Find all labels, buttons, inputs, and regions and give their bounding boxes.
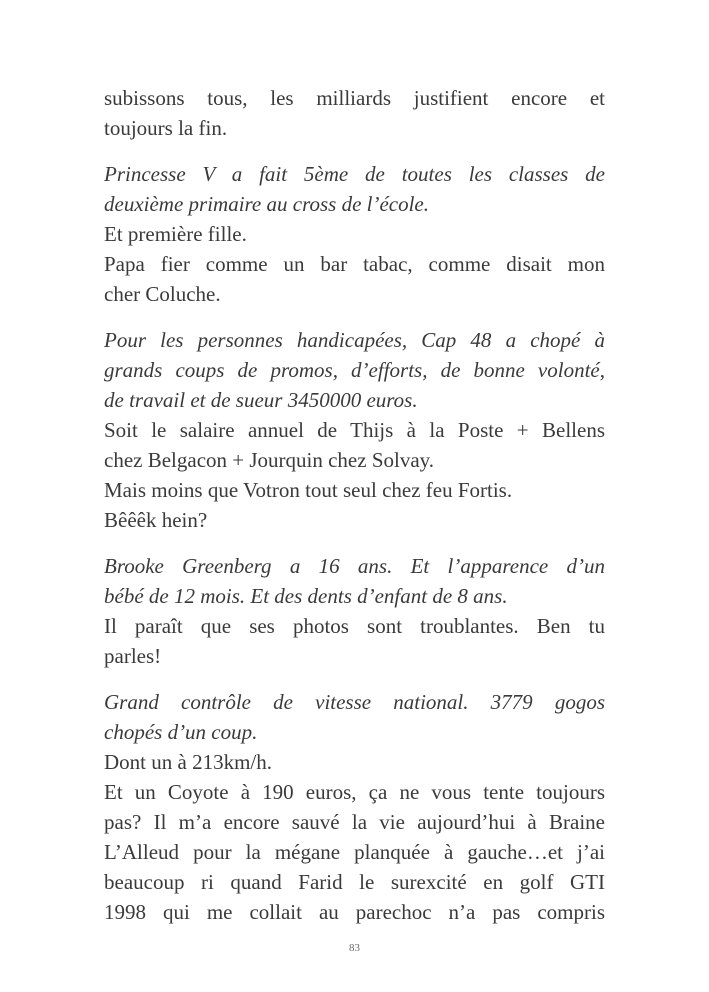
text-line: Soit le salaire annuel de Thijs à la Poste + Bellens bbox=[104, 418, 605, 442]
text-line: cher Coluche. bbox=[104, 282, 221, 306]
italic-text-line: bébé de 12 mois. Et des dents d’enfant de 8 ans. bbox=[104, 584, 508, 608]
text-line: L’Alleud pour la mégane planquée à gauche…et j’ai bbox=[104, 840, 605, 864]
paragraph-2 bbox=[104, 159, 605, 309]
paragraph-4 bbox=[104, 551, 605, 671]
text-line: Bêêêk hein? bbox=[104, 508, 208, 532]
italic-text-line: grands coups de promos, d’efforts, de bonne volonté, bbox=[104, 358, 605, 382]
text-line: beaucoup ri quand Farid le surexcité en golf GTI bbox=[104, 870, 605, 894]
italic-text-line: Pour les personnes handicapées, Cap 48 a chopé à bbox=[104, 328, 605, 352]
italic-text-line: deuxième primaire au cross de l’école. bbox=[104, 192, 430, 216]
paragraph-5 bbox=[104, 687, 605, 927]
italic-text-line: chopés d’un coup. bbox=[104, 720, 258, 744]
text-line: toujours la fin. bbox=[104, 116, 228, 140]
italic-text-line: Grand contrôle de vitesse national. 3779 gogos bbox=[104, 690, 605, 714]
paragraph-3 bbox=[104, 325, 605, 535]
italic-text-line: Princesse V a fait 5ème de toutes les classes de bbox=[104, 162, 605, 186]
paragraph-1 bbox=[104, 83, 605, 143]
text-line: Papa fier comme un bar tabac, comme disait mon bbox=[104, 252, 605, 276]
text-line: parles! bbox=[104, 644, 162, 668]
text-line: 1998 qui me collait au parechoc n’a pas compris bbox=[104, 900, 605, 924]
text-line: Mais moins que Votron tout seul chez feu Fortis. bbox=[104, 478, 513, 502]
text-line: subissons tous, les milliards justifient encore et bbox=[104, 86, 605, 110]
text-line: Il paraît que ses photos sont troublantes. Ben tu bbox=[104, 614, 605, 638]
italic-text-line: de travail et de sueur 3450000 euros. bbox=[104, 388, 418, 412]
text-line: Et première fille. bbox=[104, 222, 247, 246]
text-line: chez Belgacon + Jourquin chez Solvay. bbox=[104, 448, 435, 472]
italic-text-line: Brooke Greenberg a 16 ans. Et l’apparence d’un bbox=[104, 554, 605, 578]
text-line: Dont un à 213km/h. bbox=[104, 750, 272, 774]
text-line: Et un Coyote à 190 euros, ça ne vous tente toujours bbox=[104, 780, 605, 804]
page-number: 83 bbox=[349, 942, 360, 954]
text-line: pas? Il m’a encore sauvé la vie aujourd’hui à Braine bbox=[104, 810, 605, 834]
page-body bbox=[104, 83, 605, 943]
